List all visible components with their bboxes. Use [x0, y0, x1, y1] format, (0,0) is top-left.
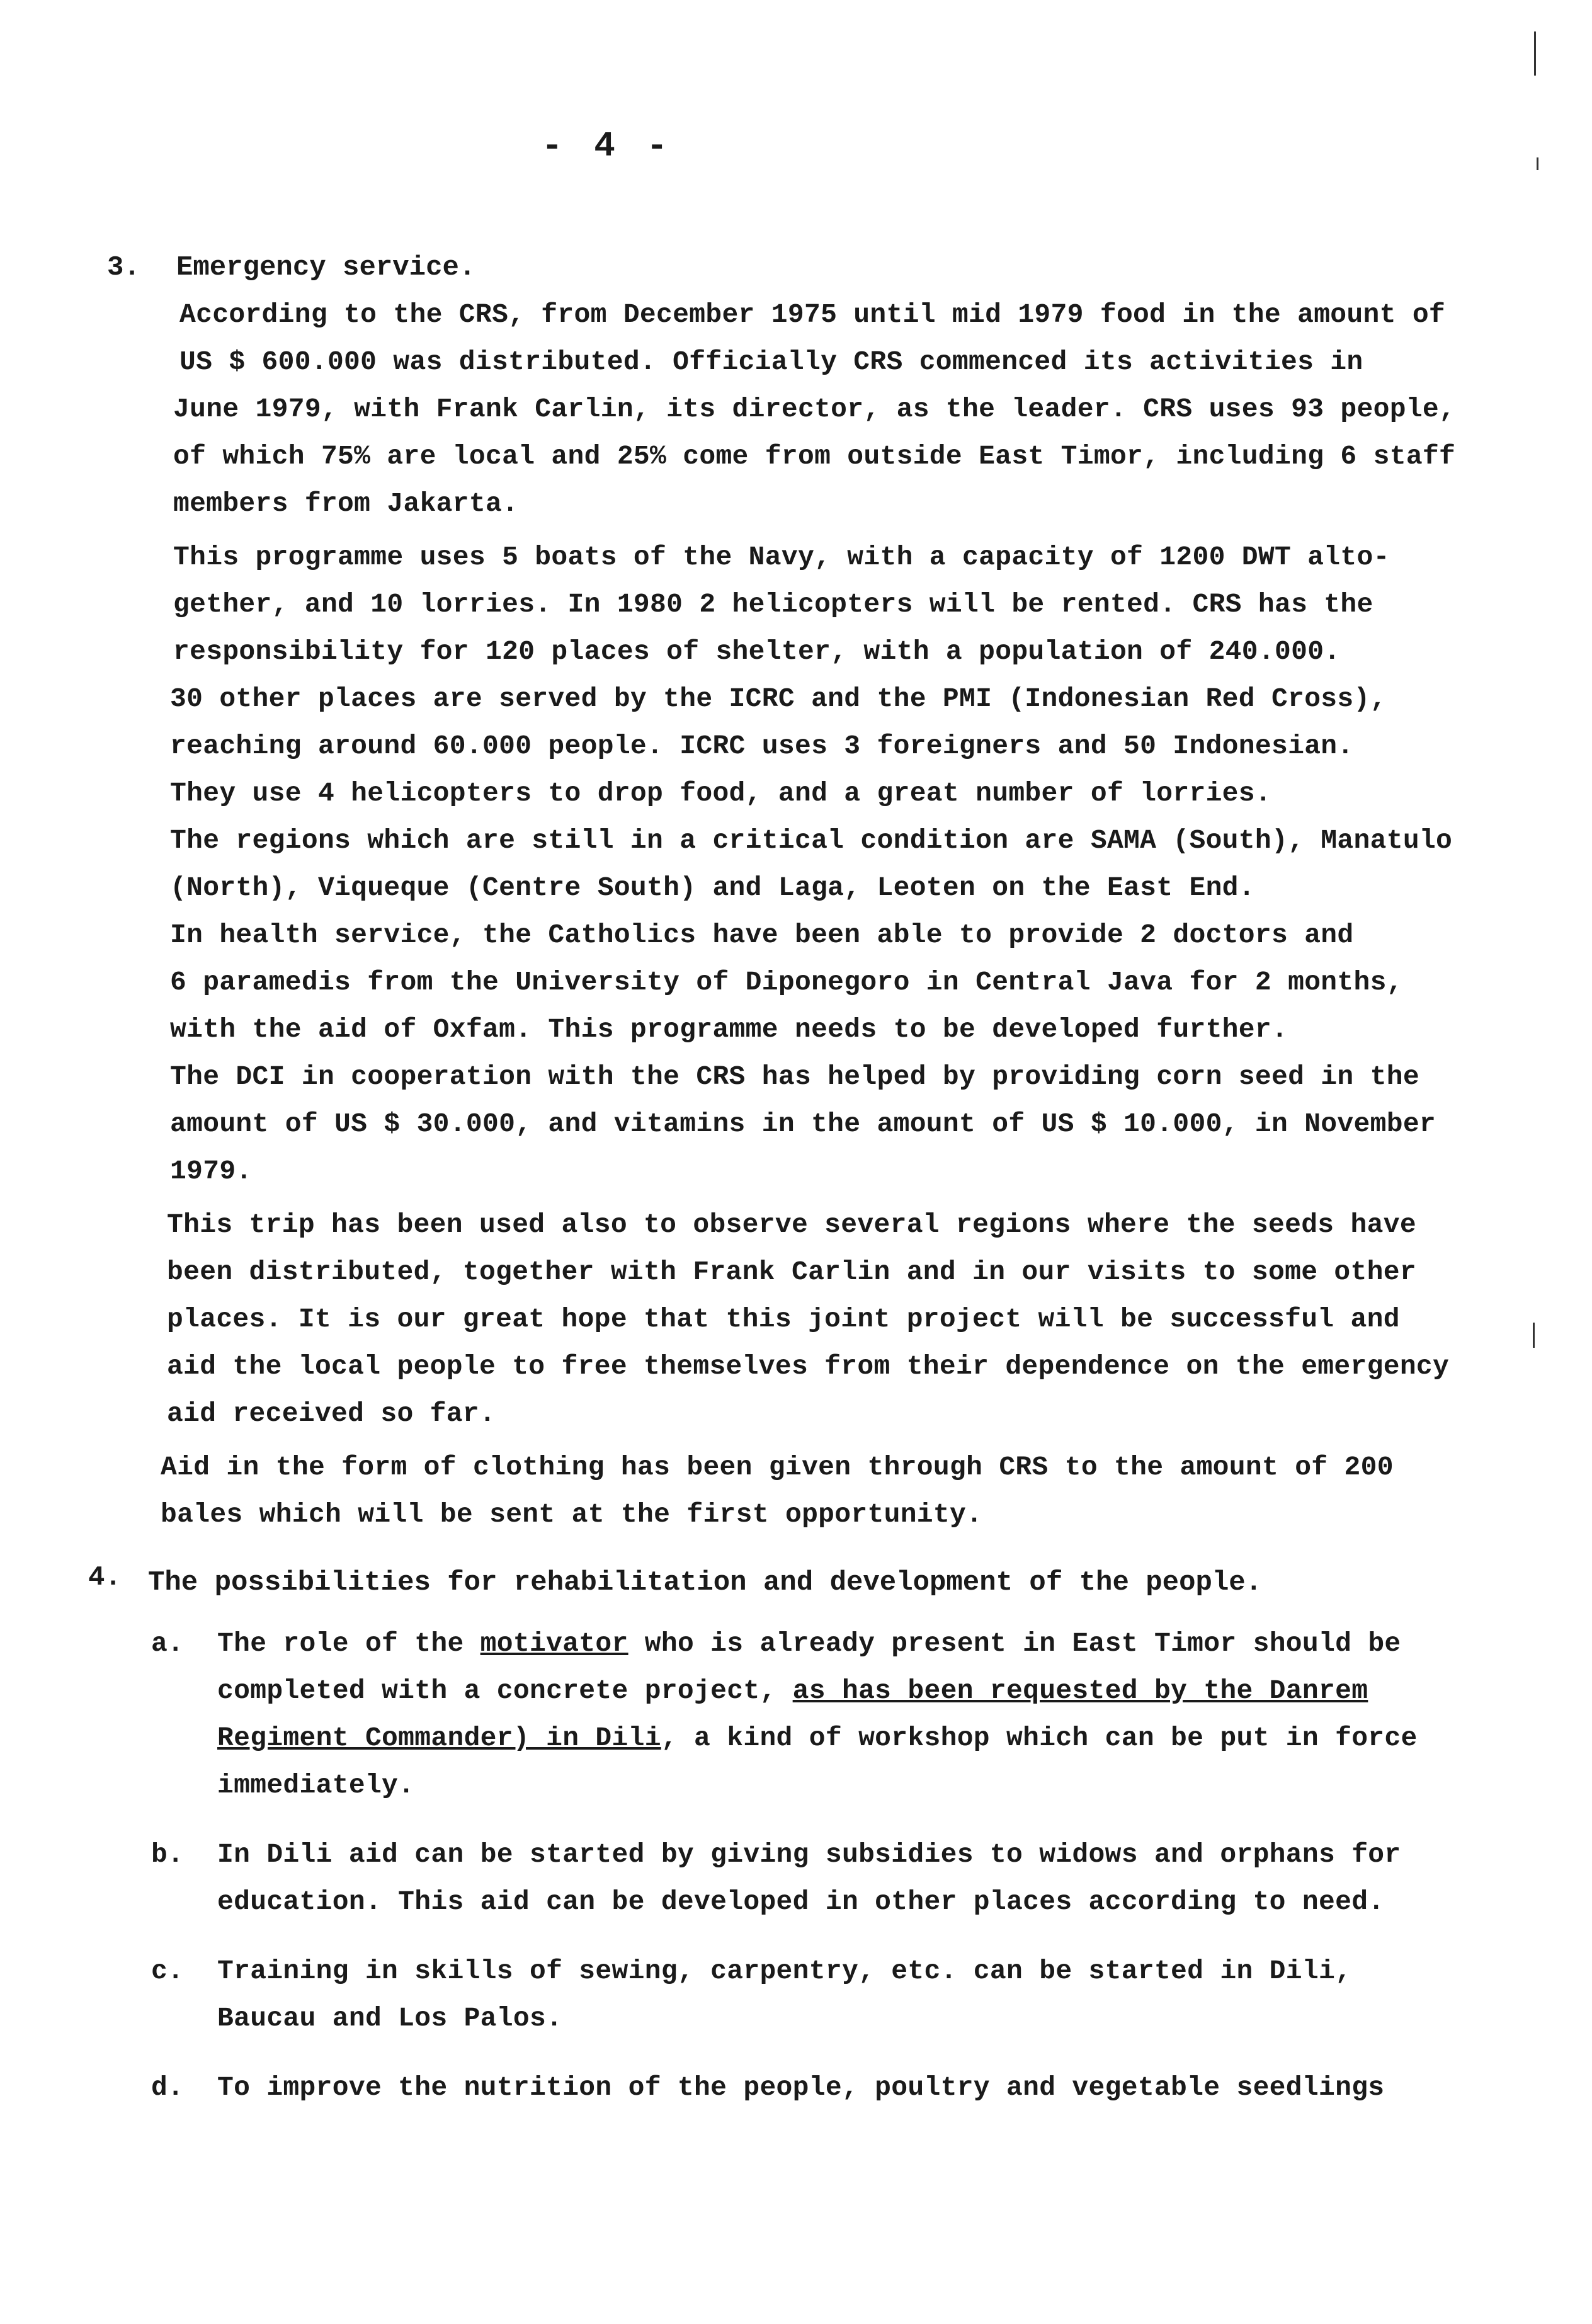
- section-title: The possibilities for rehabilitation and development of the people.: [148, 1567, 1263, 1598]
- scan-mark: [1537, 157, 1538, 170]
- paragraph-line: This programme uses 5 boats of the Navy, with a capacity of 1200 DWT alto-: [173, 542, 1390, 572]
- paragraph-line: Aid in the form of clothing has been given through CRS to the amount of 200: [161, 1452, 1394, 1483]
- paragraph-line: Baucau and Los Palos.: [217, 2003, 563, 2034]
- underlined-term: Regiment Commander) in Dili: [217, 1723, 661, 1753]
- paragraph-line: been distributed, together with Frank Carlin and in our visits to some other: [167, 1256, 1416, 1287]
- text-segment: completed with a concrete project,: [217, 1675, 793, 1706]
- paragraph-line: amount of US $ 30.000, and vitamins in the amount of US $ 10.000, in November: [170, 1108, 1436, 1139]
- paragraph-line: To improve the nutrition of the people, poultry and vegetable seedlings: [217, 2072, 1385, 2103]
- paragraph-line: of which 75% are local and 25% come from outside East Timor, including 6 staff: [173, 441, 1456, 472]
- section-title: Emergency service.: [176, 252, 476, 283]
- paragraph-line: immediately.: [217, 1770, 415, 1801]
- text-segment: The role of the: [217, 1628, 480, 1659]
- text-segment: who is already present in East Timor should be: [628, 1628, 1401, 1659]
- section-number: 3.: [107, 252, 140, 283]
- paragraph-line: The DCI in cooperation with the CRS has helped by providing corn seed in the: [170, 1061, 1419, 1092]
- paragraph-line: In health service, the Catholics have been able to provide 2 doctors and: [170, 920, 1354, 950]
- paragraph-line: responsibility for 120 places of shelter, with a population of 240.000.: [173, 636, 1341, 667]
- paragraph-line: places. It is our great hope that this joint project will be successful and: [167, 1304, 1400, 1335]
- page-number: - 4 -: [542, 126, 673, 166]
- paragraph-line: US $ 600.000 was distributed. Officially CRS commenced its activities in: [179, 346, 1363, 377]
- text-segment: , a kind of workshop which can be put in force: [661, 1723, 1418, 1753]
- scan-mark: [1533, 1323, 1535, 1348]
- item-label-d: d.: [151, 2072, 184, 2103]
- scan-mark: [1534, 31, 1536, 76]
- paragraph-line: education. This aid can be developed in other places according to need.: [217, 1886, 1385, 1917]
- paragraph-line: This trip has been used also to observe several regions where the seeds have: [167, 1209, 1416, 1240]
- paragraph-line: 6 paramedis from the University of Diponegoro in Central Java for 2 months,: [170, 967, 1403, 998]
- paragraph-line: members from Jakarta.: [173, 488, 519, 519]
- paragraph-line: with the aid of Oxfam. This programme needs to be developed further.: [170, 1014, 1288, 1045]
- paragraph-line: bales which will be sent at the first opportunity.: [161, 1499, 983, 1530]
- paragraph-line: In Dili aid can be started by giving subsidies to widows and orphans for: [217, 1839, 1401, 1870]
- section-number: 4.: [88, 1562, 122, 1593]
- paragraph-line: According to the CRS, from December 1975 until mid 1979 food in the amount of: [179, 299, 1446, 330]
- paragraph-line: Training in skills of sewing, carpentry, etc. can be started in Dili,: [217, 1956, 1352, 1986]
- paragraph-line: [217, 1723, 1418, 1753]
- item-label-a: a.: [151, 1628, 184, 1659]
- paragraph-line: [217, 1628, 1401, 1659]
- underlined-term: as has been requested by the Danrem: [792, 1675, 1368, 1706]
- underlined-term: motivator: [480, 1628, 628, 1659]
- paragraph-line: aid received so far.: [167, 1398, 496, 1429]
- paragraph-line: They use 4 helicopters to drop food, and a great number of lorries.: [170, 778, 1271, 809]
- paragraph-line: 30 other places are served by the ICRC and the PMI (Indonesian Red Cross),: [170, 683, 1387, 714]
- item-label-c: c.: [151, 1956, 184, 1986]
- paragraph-line: 1979.: [170, 1156, 253, 1187]
- paragraph-line: gether, and 10 lorries. In 1980 2 helicopters will be rented. CRS has the: [173, 589, 1373, 620]
- paragraph-line: June 1979, with Frank Carlin, its director, as the leader. CRS uses 93 people,: [173, 394, 1456, 424]
- paragraph-line: The regions which are still in a critical condition are SAMA (South), Manatulo: [170, 825, 1453, 856]
- paragraph-line: (North), Viqueque (Centre South) and Laga, Leoten on the East End.: [170, 872, 1255, 903]
- paragraph-line: aid the local people to free themselves from their dependence on the emergency: [167, 1351, 1450, 1382]
- item-label-b: b.: [151, 1839, 184, 1870]
- paragraph-line: reaching around 60.000 people. ICRC uses 3 foreigners and 50 Indonesian.: [170, 731, 1354, 761]
- paragraph-line: [217, 1675, 1368, 1706]
